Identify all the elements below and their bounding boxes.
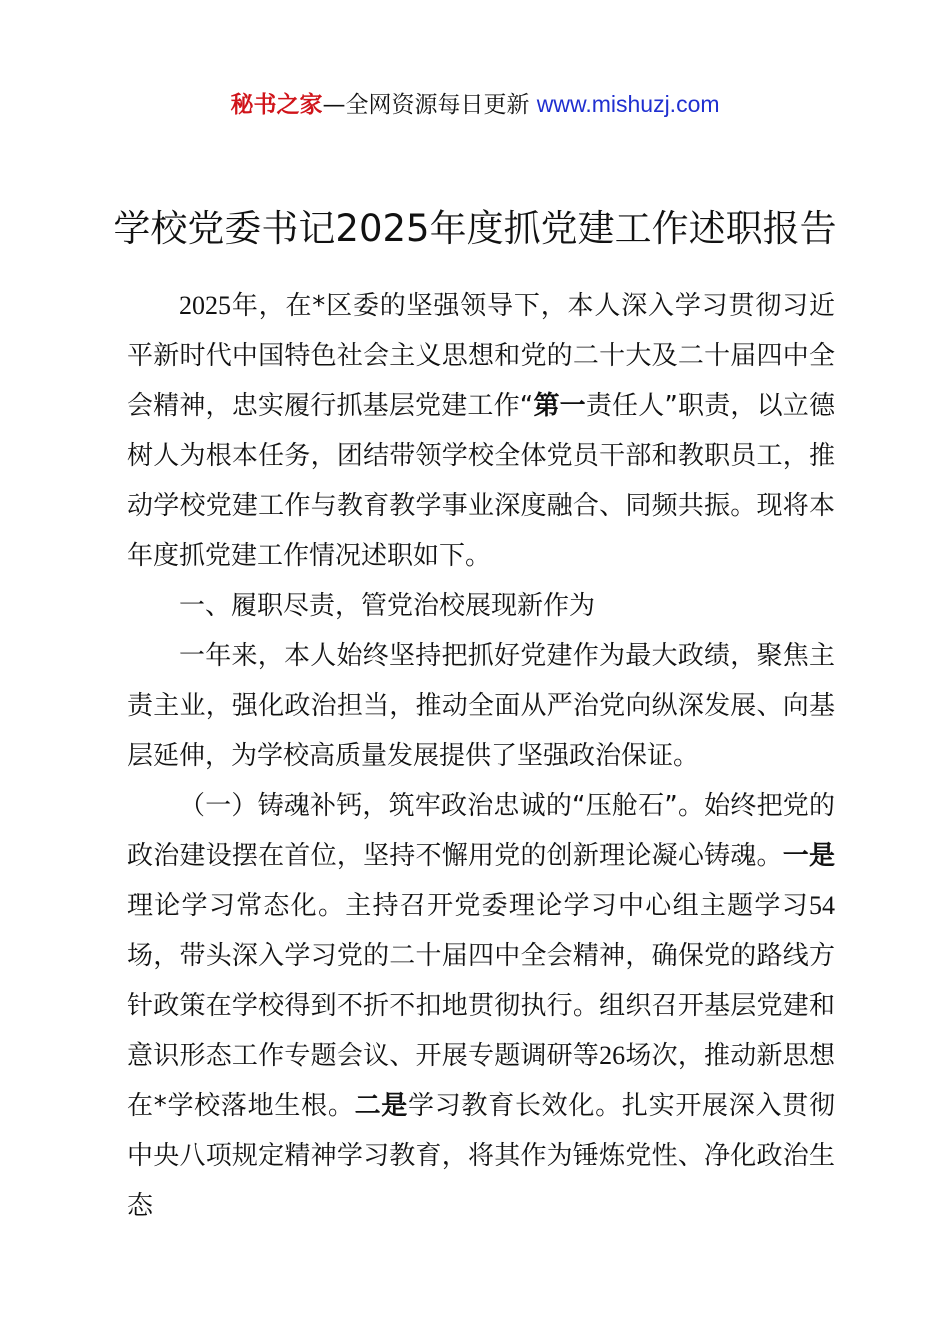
document-body [127, 281, 835, 1231]
sub1-text-3: 场，带头深入学习党的二十届四中全会精神，确保党的路线方针政策在学校得到不折不扣地贯彻执行。组织召开基层党建和意识形态工作专题会议、开展专题调研等 [127, 941, 835, 1071]
sub1-text-5: 学习教育长效化。扎实开展深入贯彻中央八项规定精神学习教育，将其作为锤炼党性、净化政治生态 [127, 1091, 835, 1221]
sub1-number-2: 26 [599, 1041, 626, 1070]
intro-text-2: 责任人”职责，以立德树人为根本任务，团结带领学校全体党员干部和教职员工，推动学校党建工作与教育教学事业深度融合、同频共振。现将本年度抓党建工作情况述职如下。 [127, 391, 835, 571]
intro-bold-first: 第一 [533, 391, 586, 421]
site-banner [0, 88, 950, 121]
intro-paragraph [127, 281, 835, 581]
document-title: 学校党委书记2025年度抓党建工作述职报告 [113, 206, 837, 250]
sub1-text-4: 场次，推动新思想在*学校落地生根。 [127, 1041, 835, 1121]
intro-text-1: 年，在*区委的坚强领导下，本人深入学习贯彻习近平新时代中国特色社会主义思想和党的二十大及二十届四中全会精神，忠实履行抓基层党建工作“ [127, 291, 835, 421]
site-url-link[interactable]: www.mishuzj.com [536, 91, 720, 117]
intro-year: 2025 [179, 291, 231, 320]
sub1-paragraph [127, 781, 835, 1231]
site-tagline: —全网资源每日更新 [322, 92, 530, 118]
sub1-text-2: 理论学习常态化。主持召开党委理论学习中心组主题学习 [127, 891, 809, 921]
site-brand: 秘书之家 [230, 92, 323, 118]
sub1-text-1: （一）铸魂补钙，筑牢政治忠诚的“压舱石”。始终把党的政治建设摆在首位，坚持不懈用党的创新理论凝心铸魂。 [127, 791, 835, 871]
section1-intro-paragraph: 一年来，本人始终坚持把抓好党建作为最大政绩，聚焦主责主业，强化政治担当，推动全面从严治党向纵深发展、向基层延伸，为学校高质量发展提供了坚强政治保证。 [127, 641, 835, 771]
section1-heading: 一、履职尽责，管党治校展现新作为 [179, 591, 596, 621]
sub1-bold-2: 二是 [354, 1091, 409, 1121]
sub1-bold-1: 一是 [782, 841, 835, 871]
sub1-number-1: 54 [809, 891, 835, 920]
